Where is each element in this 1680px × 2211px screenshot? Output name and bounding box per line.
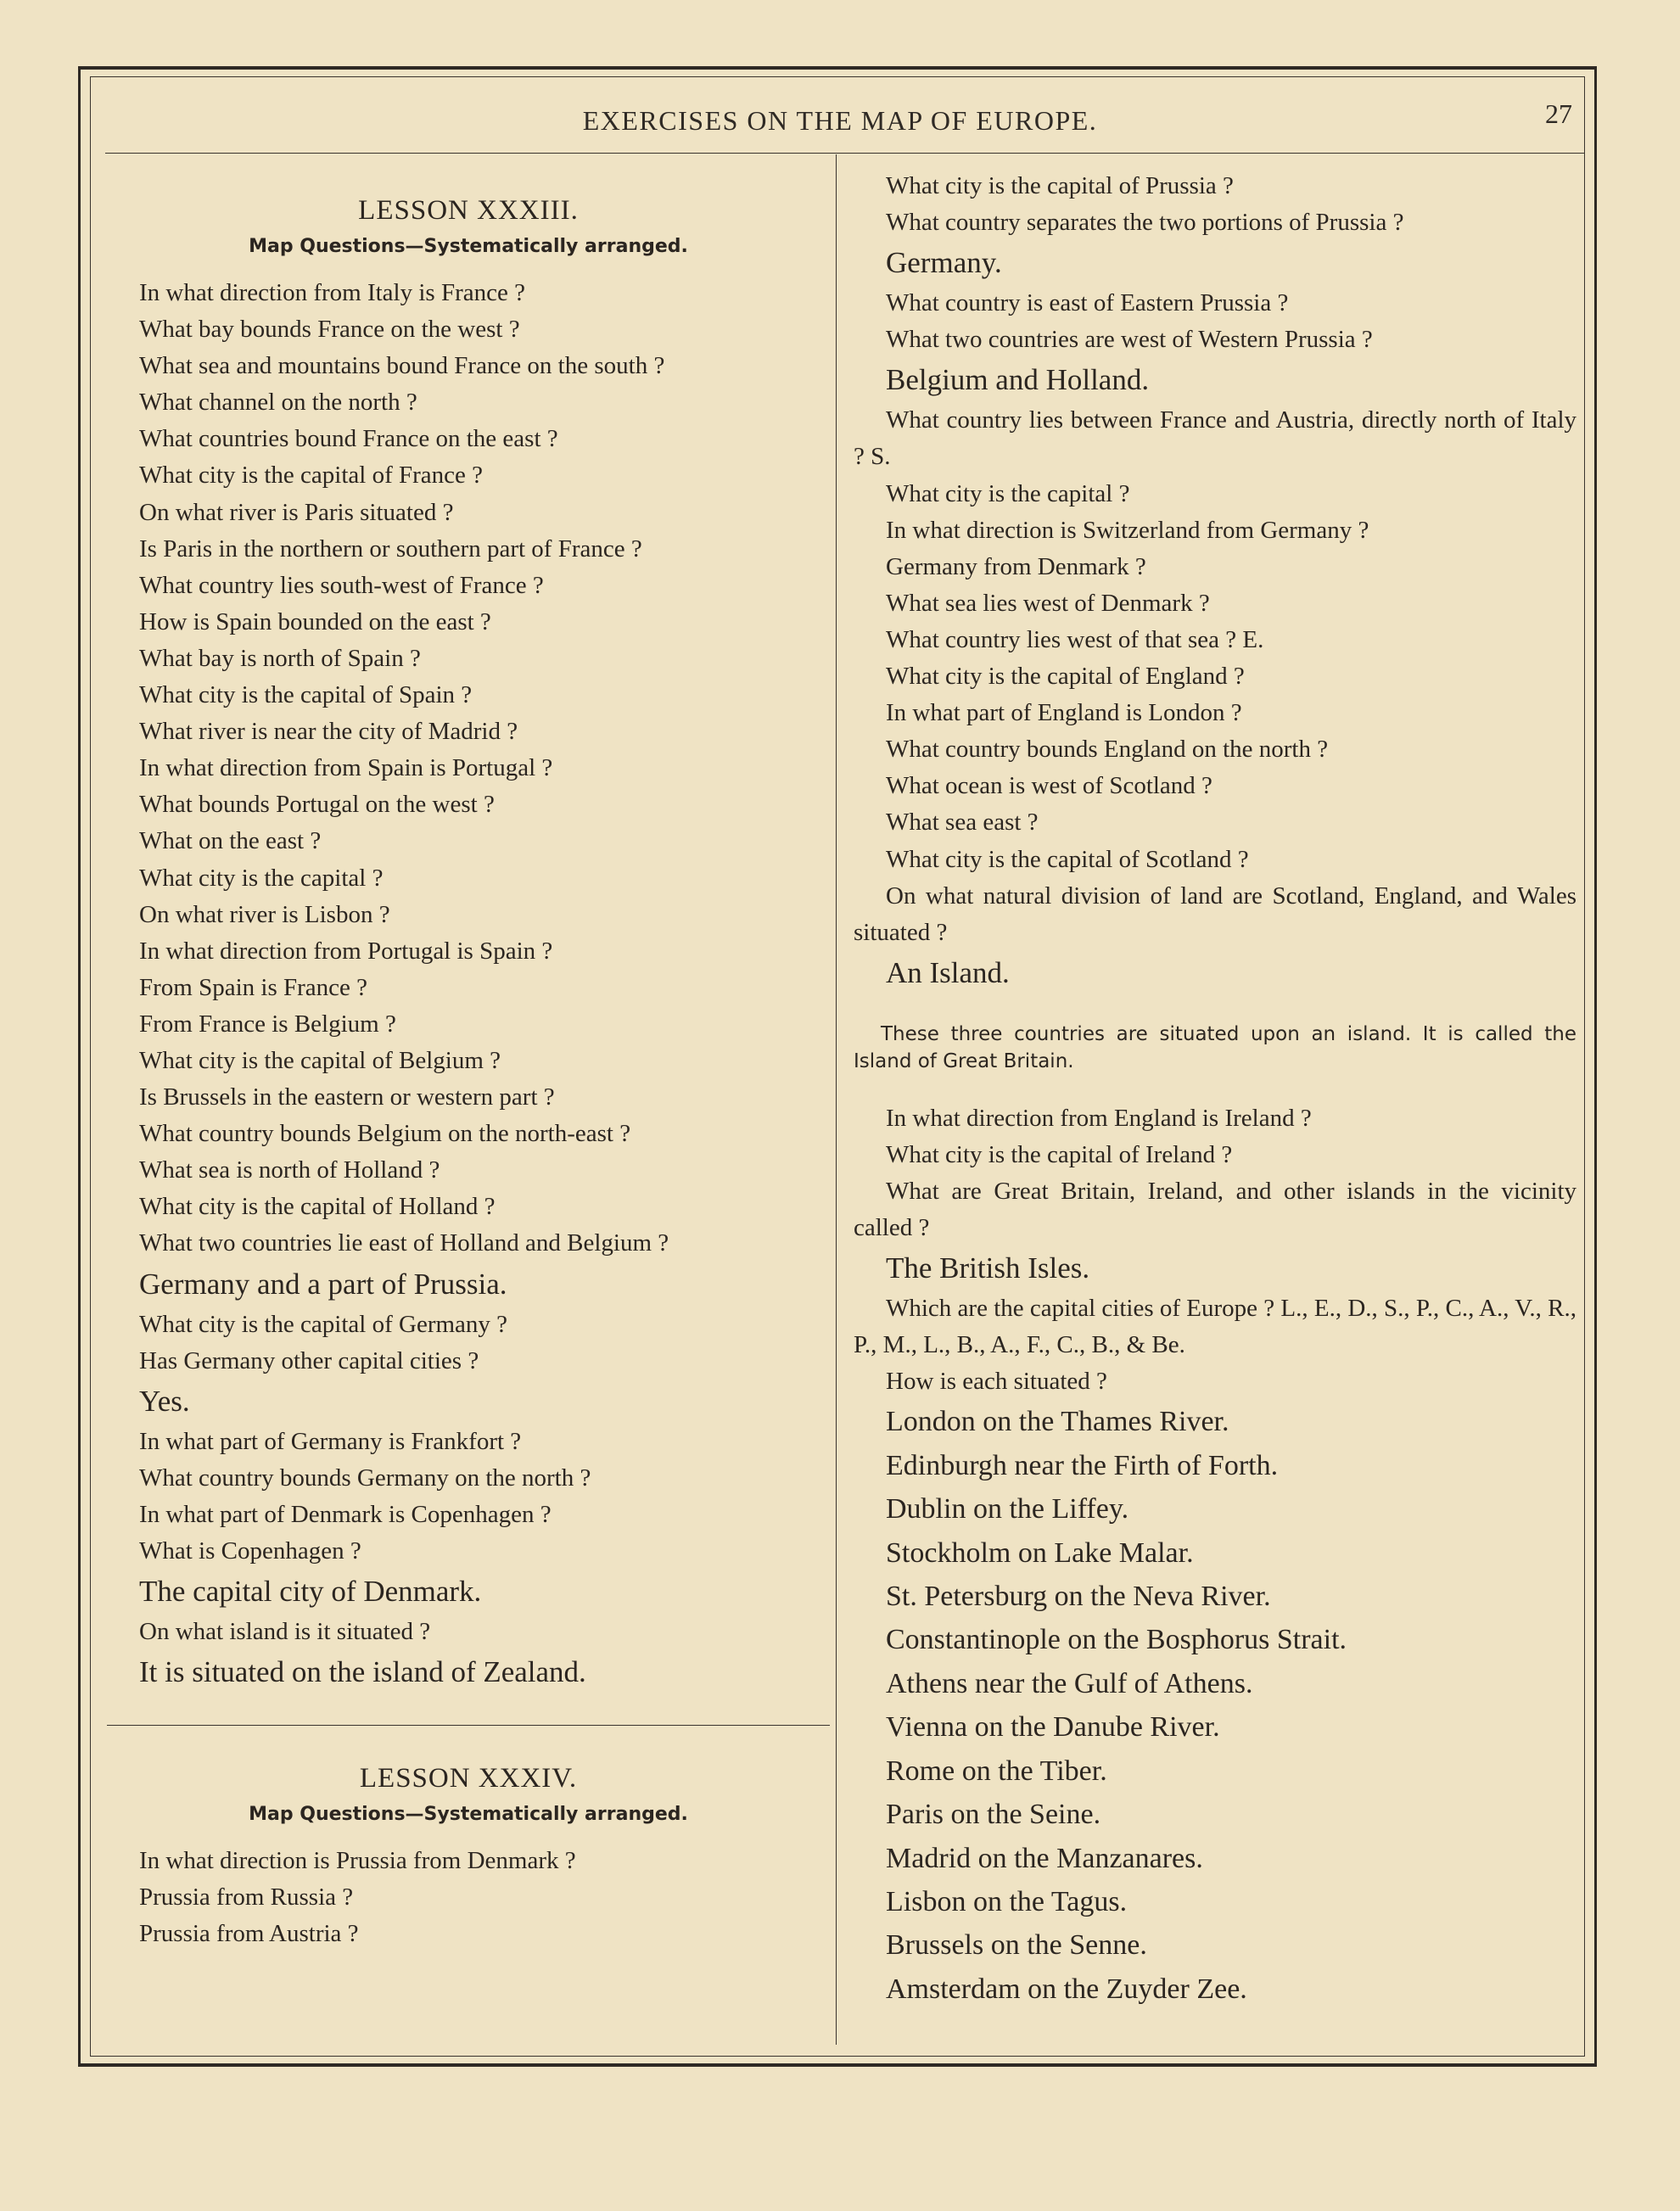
question-line: What is Copenhagen ? xyxy=(139,1537,361,1564)
question-line: What bay bounds France on the west ? xyxy=(139,316,520,344)
answer-line: The capital city of Denmark. xyxy=(139,1575,482,1609)
answer-line: The British Isles. xyxy=(886,1251,1090,1285)
question-line: In what direction is Prussia from Denmark ? xyxy=(139,1847,576,1875)
question-line: What sea is north of Holland ? xyxy=(139,1156,440,1184)
question-line: What country bounds Belgium on the north-east ? xyxy=(139,1120,631,1148)
city-line: Lisbon on the Tagus. xyxy=(886,1885,1128,1917)
question-line: What river is near the city of Madrid ? xyxy=(139,718,518,746)
question-line: In what part of England is London ? xyxy=(886,699,1242,727)
answer-line: Belgium and Holland. xyxy=(886,363,1150,397)
question-line: On what natural division of land are Scotland, England, and Wales situated ? xyxy=(854,882,1576,946)
question-line: Which are the capital cities of Europe ? L., E., D., S., P., C., A., V., R., P., M., L., B., A., F., C., B., & Be. xyxy=(854,1295,1577,1359)
question-line: In what direction from England is Ireland ? xyxy=(886,1104,1312,1132)
question-line: What sea lies west of Denmark ? xyxy=(886,589,1210,617)
question-line: What city is the capital of Prussia ? xyxy=(886,172,1234,199)
question-line: On what river is Paris situated ? xyxy=(139,498,454,526)
lesson-34-questions-a xyxy=(854,168,1576,241)
question-line: What on the east ? xyxy=(139,827,322,855)
answer-line: An Island. xyxy=(886,955,1010,989)
question-line: What country is east of Eastern Prussia ? xyxy=(886,289,1289,317)
city-line: Paris on the Seine. xyxy=(886,1799,1101,1831)
question-line: Prussia from Austria ? xyxy=(139,1920,359,1948)
question-line: What ocean is west of Scotland ? xyxy=(886,772,1212,800)
city-line: London on the Thames River. xyxy=(886,1406,1229,1438)
question-line: What city is the capital of Ireland ? xyxy=(886,1140,1233,1168)
question-line: What city is the capital ? xyxy=(139,864,384,892)
question-line: What country bounds England on the north ? xyxy=(886,736,1329,764)
lesson-34-questions-left xyxy=(107,1843,830,1952)
question-line: From Spain is France ? xyxy=(139,973,368,1001)
city-line: Madrid on the Manzanares. xyxy=(886,1842,1203,1874)
question-line: On what island is it situated ? xyxy=(139,1618,431,1646)
question-line: What city is the capital of Belgium ? xyxy=(139,1046,501,1074)
lesson-33-questions xyxy=(107,275,830,1225)
question-line: How is Spain bounded on the east ? xyxy=(139,607,491,635)
running-head: EXERCISES ON THE MAP OF EUROPE. xyxy=(582,105,1098,136)
right-column xyxy=(854,168,1576,2011)
city-line: St. Petersburg on the Neva River. xyxy=(886,1581,1271,1613)
note-paragraph: These three countries are situated upon an island. It is called the Island of Great Britain. xyxy=(854,1022,1576,1072)
city-line: Dublin on the Liffey. xyxy=(886,1493,1129,1525)
lesson-34-questions-b xyxy=(854,285,1576,358)
lesson-divider xyxy=(107,1725,830,1726)
lesson-34-title: LESSON XXXIV. xyxy=(359,1763,578,1794)
left-column xyxy=(107,192,830,1952)
question-line: What countries bound France on the east ? xyxy=(139,425,558,453)
page-number: 27 xyxy=(1545,98,1572,129)
question-line: In what direction from Portugal is Spain ? xyxy=(139,937,553,965)
column-divider xyxy=(836,154,837,2045)
question-line: Prussia from Russia ? xyxy=(139,1884,354,1912)
question-line: What country lies south-west of France ? xyxy=(139,571,544,599)
question-line: Is Brussels in the eastern or western part ? xyxy=(139,1083,555,1111)
question-line: What city is the capital of France ? xyxy=(139,462,484,490)
city-line: Rome on the Tiber. xyxy=(886,1755,1107,1787)
city-line: Amsterdam on the Zuyder Zee. xyxy=(886,1973,1247,2005)
answer-line: Germany and a part of Prussia. xyxy=(139,1267,507,1301)
question-line: From France is Belgium ? xyxy=(139,1010,396,1038)
question-line: What two countries are west of Western Prussia ? xyxy=(886,326,1373,354)
question-line: In what direction from Spain is Portugal ? xyxy=(139,754,553,782)
question-line: What country lies between France and Austria, directly north of Italy ? S. xyxy=(854,406,1576,471)
question-line: What channel on the north ? xyxy=(139,389,417,417)
lesson-33-questions-2 xyxy=(107,1307,830,1380)
question-line: What country bounds Germany on the north ? xyxy=(139,1464,591,1492)
question-line: What city is the capital ? xyxy=(886,479,1130,507)
lesson-33-questions-3 xyxy=(107,1424,830,1570)
lesson-33-title: LESSON XXXIII. xyxy=(358,195,579,226)
lesson-34-questions-c xyxy=(854,476,1576,878)
question-line: What city is the capital of Holland ? xyxy=(139,1193,496,1221)
question-line: Is Paris in the northern or southern part of France ? xyxy=(139,535,642,563)
lesson-34-questions-d xyxy=(854,1100,1576,1173)
question-line: What city is the capital of Germany ? xyxy=(139,1310,508,1338)
question-line: What are Great Britain, Ireland, and other islands in the vicinity called ? xyxy=(854,1177,1576,1242)
question-line: How is each situated ? xyxy=(886,1368,1107,1396)
answer-line: Germany. xyxy=(886,246,1002,280)
question-line: What country separates the two portions of Prussia ? xyxy=(886,209,1404,237)
answer-line: It is situated on the island of Zealand. xyxy=(139,1655,586,1689)
city-line: Constantinople on the Bosphorus Strait. xyxy=(886,1624,1347,1656)
question-line: Has Germany other capital cities ? xyxy=(139,1346,479,1374)
city-line: Edinburgh near the Firth of Forth. xyxy=(886,1449,1279,1481)
header-rule xyxy=(105,153,1585,154)
question-line: Germany from Denmark ? xyxy=(886,552,1146,580)
capital-cities-list xyxy=(854,1400,1576,2011)
question-line: What sea and mountains bound France on the south ? xyxy=(139,352,665,380)
question-line: What bay is north of Spain ? xyxy=(139,644,421,672)
question-line: What city is the capital of Spain ? xyxy=(139,681,473,709)
question-line: What two countries lie east of Holland and Belgium ? xyxy=(139,1229,669,1257)
city-line: Vienna on the Danube River. xyxy=(886,1711,1220,1744)
question-line: What city is the capital of Scotland ? xyxy=(886,845,1249,873)
question-line: What country lies west of that sea ? E. xyxy=(886,625,1264,653)
question-line: On what river is Lisbon ? xyxy=(139,900,390,928)
question-line: In what direction from Italy is France ? xyxy=(139,279,525,306)
question-line: In what part of Germany is Frankfort ? xyxy=(139,1427,522,1455)
question-line: What sea east ? xyxy=(886,809,1039,837)
city-line: Athens near the Gulf of Athens. xyxy=(886,1667,1253,1699)
question-line: In what part of Denmark is Copenhagen ? xyxy=(139,1500,552,1528)
lesson-33-subtitle: Map Questions—Systematically arranged. xyxy=(249,236,688,257)
city-line: Stockholm on Lake Malar. xyxy=(886,1537,1194,1569)
lesson-34-subtitle: Map Questions—Systematically arranged. xyxy=(249,1804,688,1826)
question-line: In what direction is Switzerland from Germany ? xyxy=(886,516,1369,544)
answer-line: Yes. xyxy=(139,1384,190,1418)
question-line: What city is the capital of England ? xyxy=(886,663,1245,691)
city-line: Brussels on the Senne. xyxy=(886,1929,1147,1962)
question-line: What bounds Portugal on the west ? xyxy=(139,791,495,819)
